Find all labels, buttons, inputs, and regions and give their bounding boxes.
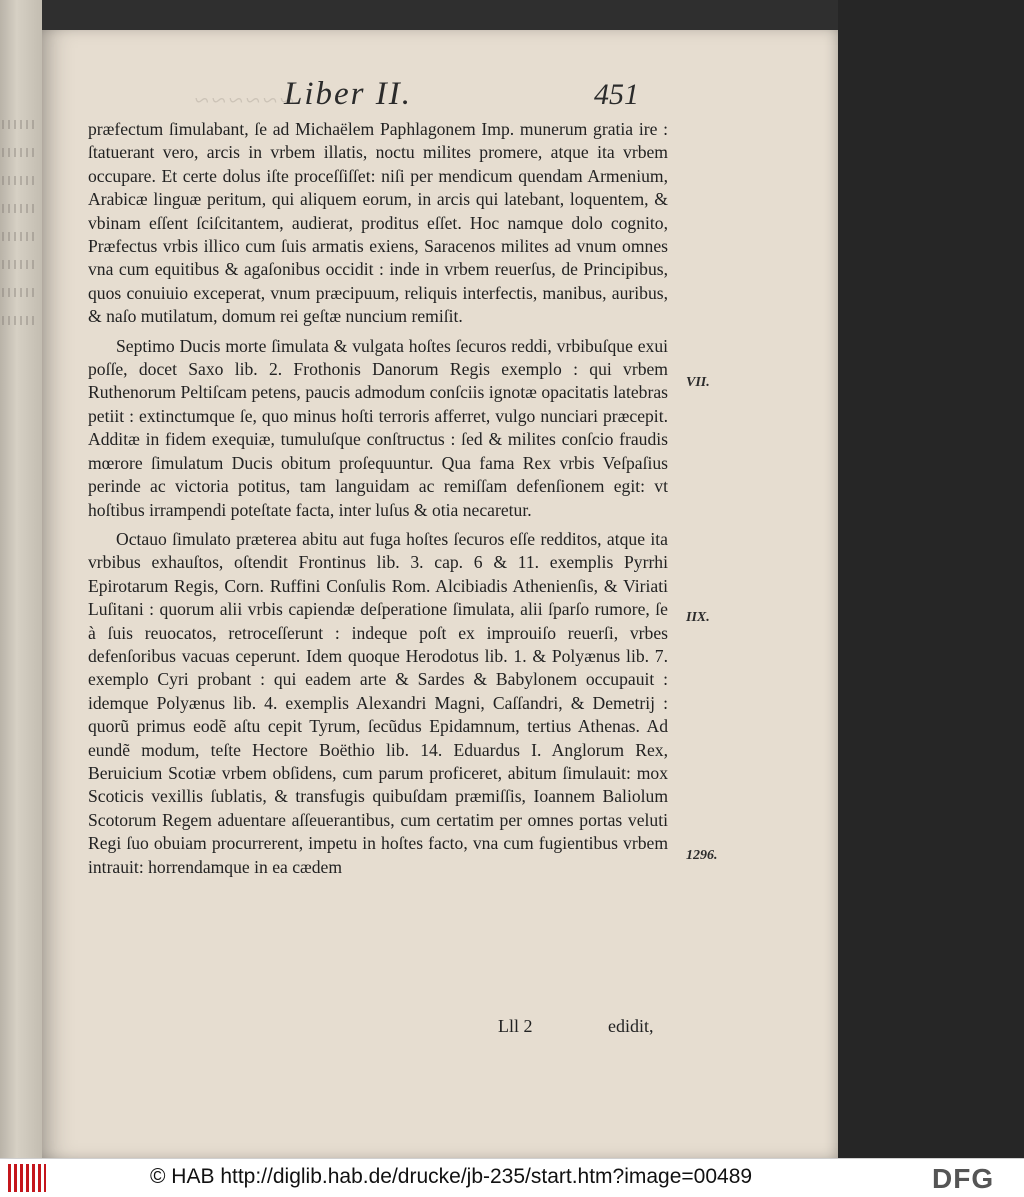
paragraph-3: Octauo ſimulato præterea abitu aut fuga hoſtes ſecuros eſſe redditos, atque ita vrbibus exhauſtos, oſtendit Frontinus lib. 3. cap. 6 & 11. exemplis Pyrrhi Epirotarum Regis, Corn. Ruffini Conſulis Rom. Alcibiadis Athenienſis, & Viriati Luſitani : quorum alii vrbis capiendæ deſperatione ſimulata, alii ſparſo rumore, ſe à ſuis reuocatos, retroceſſerunt : indeque poſt ex improuiſo reuerſi, vrbes defenſoribus vacuas ceperunt. Idem quoque Herodotus lib. 1. & Polyænus lib. 7. exemplo Cyri probant : qui eadem arte & Sardes & Babylonem occupauit : idemque Polyænus lib. 4. exemplis Alexandri Magni, Caſſandri, & Demetrij : quorũ primus eodẽ aſtu cepit Tyrum, ſecũdus Epidamnum, tertius Athenas. Ad eundẽ modum, teſte Hectore Boëthio lib. 14. Eduardus I. Anglorum Rex, Beruicium Scotiæ vrbem obſidens, cum parum proficeret, abitum ſimulauit: mox Scoticis vexillis ſublatis, & transfugis quibuſdam præmiſſis, Ioannem Baliolum Scotorum Regem aduentare aſſeuerantibus, cum certatim per omnes portas veluti Regi ſuo obuiam procurrerent, impetu in hoſtes facto, vna cum fugientibus vrbem intrauit: horrendamque in ea cædem (88, 528, 668, 877)
body-text (88, 118, 668, 885)
page-number: 451 (594, 78, 639, 111)
paragraph-1: præfectum ſimulabant, ſe ad Michaëlem Paphlagonem Imp. munerum gratia ire : ſtatuerant vero, arcis in vrbem illatis, noctu milites promere, atque ita vrbem occupare. Et certe dolus iſte proceſſiſſet: niſi per mendicum quendam Armenium, Arabicæ linguæ peritum, qui aliquem eorum, in arcis qui latebant, loquentem, & vbinam eſſent ſciſcitantem, audierat, proditus eſſet. Hoc namque dolo cognito, Præfectus vrbis illico cum ſuis armatis exiens, Saracenos milites ad vnum omnes vna cum equitibus & agaſonibus occidit : inde in vrbem reuerſus, de Principibus, quos conuiuio exceperat, vnum præcipuum, reliquis interfectis, manibus, auribus, & naſo mutilatum, domum rei geſtæ nuncium remiſit. (88, 119, 668, 327)
footer-credit-link[interactable]: © HAB http://diglib.hab.de/drucke/jb-235/start.htm?image=00489 (150, 1165, 753, 1188)
book-page (42, 30, 838, 1158)
catchword: edidit, (608, 1016, 654, 1036)
signature-mark: Lll 2 (498, 1016, 533, 1036)
running-title: Liber II. (284, 76, 412, 112)
binding-strip (0, 0, 42, 1158)
margin-note-vii: VII. (686, 375, 710, 390)
dfg-logo: DFG (932, 1163, 995, 1194)
page-header (42, 76, 838, 116)
scan-background (838, 0, 1024, 1158)
show-through-text: ~~~~~~ (192, 86, 295, 115)
margin-note-1296: 1296. (686, 848, 718, 863)
hab-logo-icon (8, 1164, 46, 1192)
margin-note-iix: IIX. (686, 610, 710, 625)
signature-line (42, 1016, 838, 1042)
viewer-footer (0, 1158, 1024, 1197)
paragraph-2: Septimo Ducis morte ſimulata & vulgata hoſtes ſecuros reddi, vrbibuſque exui poſſe, docet Saxo lib. 2. Frothonis Danorum Regis exemplo : qui vrbem Ruthenorum Peltiſcam petens, paucis admodum conſciis ignotæ opacitatis latebras petiit : extinctumque ſe, quo minus hoſti terroris afferret, vulgo nunciari præcepit. Additæ in fidem exequiæ, tumuluſque conſtructus : ſed & milites conſcio fraudis mœrore ſimulatum Ducis obitum proſequuntur. Qua fama Rex vrbis Veſpaſius perinde ac victoria potitus, tam languidam ac remiſſam defenſionem egit: vt hoſtibus irrampendi poteſtate facta, inter luſus & otia necaretur. (88, 335, 668, 520)
